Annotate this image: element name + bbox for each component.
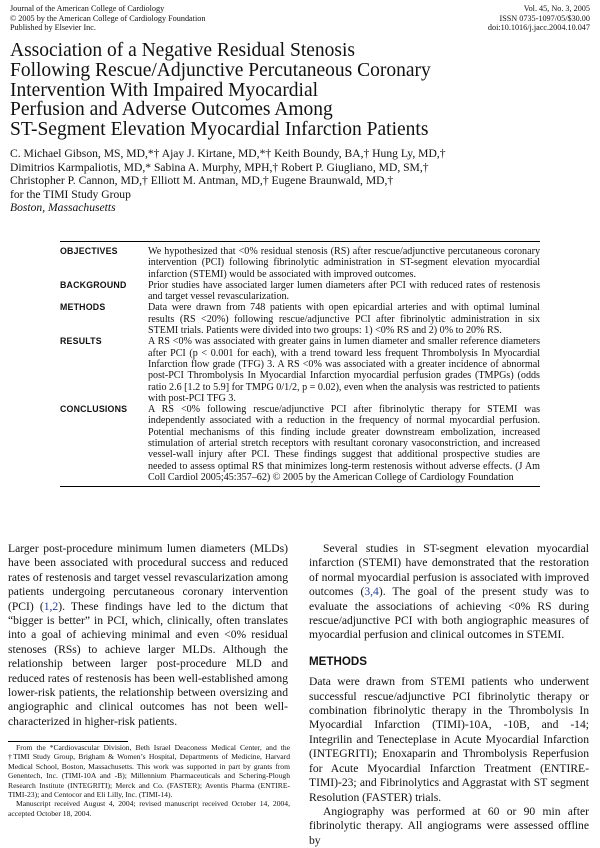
body-text: ). These findings have led to the dictum that “bigger is better” in PCI, which, clinically, often translates into a goal of achieving minimal and even <0% residual stenoses (RSs) to achieve larger MLDs. Although the relationship between larger post-procedure MLD and reduced rates of restenosis has been well-established among lower-risk patients, the relationship between oversizing and angiographic and clinical outcomes has not been well-characterized in higher-risk patients. (8, 599, 288, 728)
title-line: ST-Segment Elevation Myocardial Infarction Patients (10, 119, 429, 141)
abstract-text: A RS <0% was associated with greater gains in lumen diameter and smaller reference diameters after PCI (p < 0.001 for each), with a trend toward less frequent Thrombolysis In Myocardial Infarction flow grade (TFG) 3. A RS <0% was associated with a greater incidence of abnormal post-PCI Thrombolysis In Myocardial Infarction myocardial perfusion grades (TMPGs) (odds ratio 2.6 [1.2 to 5.9] for TMPG 0/1/2, p = 0.02), even when the analysis was restricted to patients with post-PCI TFG 3. (148, 336, 540, 404)
issn-line: ISSN 0735-1097/05/$30.00 (499, 13, 590, 23)
author-location: Boston, Massachusetts (10, 201, 116, 215)
body-paragraph: Angiography was performed at 60 or 90 min after fibrinolytic therapy. All angiograms were assessed offline by (309, 804, 589, 847)
journal-header-left (10, 4, 205, 33)
abstract-label: OBJECTIVES (60, 246, 118, 256)
abstract-label: RESULTS (60, 336, 102, 347)
doi-line: doi:10.1016/j.jacc.2004.10.047 (487, 23, 590, 33)
abstract-background (60, 280, 540, 303)
author-line: for the TIMI Study Group (10, 187, 131, 201)
body-paragraph (8, 542, 288, 729)
abstract-methods (60, 302, 540, 336)
title-line: Association of a Negative Residual Stenosis (10, 40, 355, 61)
citation-link[interactable]: 1,2 (43, 599, 59, 613)
footnote-rule (8, 741, 128, 742)
body-paragraph: Data were drawn from STEMI patients who underwent successful rescue/adjunctive PCI fibrinolytic therapy or combination fibrinolytic therapy in the Thrombolysis In Myocardial Infarction (TIMI)-10A, -10B, and -14; Integrilin and Tenecteplase in Acute Myocardial Infarction (INTEGRITI); Enoxaparin and Thrombolysis Reperfusion for Acute Myocardial Infarction Treatment (ENTIRE-TIMI)-23; and Fibrinolytics and Aggrastat with ST segment Resolution (FASTER) trials. (309, 675, 589, 804)
abstract-text: Prior studies have associated larger lumen diameters after PCI with reduced rates of restenosis and target vessel revascularization. (148, 279, 540, 303)
abstract-label: METHODS (60, 302, 106, 313)
affiliation-footnote: From the *Cardiovascular Division, Beth Israel Deaconess Medical Center, and the †TIMI Study Group, Brigham & Women’s Hospital, Departments of Medicine, Harvard Medical School, Boston, Massachusetts. This work was supported in part by grants from Genentech, Inc. (TIMI-10A and -B); Millennium Pharmaceuticals and Schering-Plough Research Institute (INTEGRITI); Merck and Co. (FASTER); Aventis Pharma (ENTIRE-TIMI-23); and Centocor and Eli Lilly, Inc. (TIMI-14). (8, 743, 290, 800)
abstract-text: We hypothesized that <0% residual stenosis (RS) after rescue/adjunctive percutaneous coronary intervention (PCI) following fibrinolytic administration in ST-segment elevation myocardial infarction (STEMI) would be associated with improved outcomes. (148, 246, 540, 280)
abstract-text: Data were drawn from 748 patients with open epicardial arteries and with optimal luminal results (RS <20%) following rescue/adjunctive PCI after fibrinolytic administration in six STEMI trials. Patients were divided into two groups: 1) <0% RS and 2) 0% to 20% RS. (148, 302, 540, 337)
volume-line: Vol. 45, No. 3, 2005 (523, 4, 590, 13)
journal-name: Journal of the American College of Cardiology (10, 4, 165, 13)
abstract-objectives (60, 246, 540, 280)
body-paragraph (309, 542, 589, 643)
manuscript-dates-footnote: Manuscript received August 4, 2004; revised manuscript received October 14, 2004, accepted October 18, 2004. (8, 799, 290, 818)
abstract-label: CONCLUSIONS (60, 404, 128, 415)
abstract-text: A RS <0% following rescue/adjunctive PCI after fibrinolytic therapy for STEMI was independently associated with a reduction in the frequency of normal myocardial perfusion. Potential mechanisms of this finding include greater downstream embolization, increased stimulation of arterial stretch receptors with resultant coronary vasoconstriction, and increased vessel-wall injury after PCI. These findings suggest that additional prospective studies are needed to assess optimal RS that minimizes long-term restenosis without adverse effects. (J Am Coll Cardiol 2005;45:357–62) © 2005 by the American College of Cardiology Foundation (148, 404, 540, 483)
title-line: Intervention With Impaired Myocardial (10, 79, 319, 101)
title-line: Following Rescue/Adjunctive Percutaneous Coronary (10, 59, 431, 81)
abstract-conclusions (60, 404, 540, 483)
body-text: ). The goal of the present study was to evaluate the associations of achieving <0% RS during rescue/adjunctive PCI with both angiographic measures of myocardial perfusion and clinical outcomes in STEMI. (309, 585, 589, 642)
body-text: Larger post-procedure minimum lumen diameters (MLDs) have been associated with procedural success and reduced rates of restenosis and target vessel revascularization among patients undergoing percutaneous coronary intervention (PCI) ( (8, 542, 288, 613)
citation-link[interactable]: 3,4 (364, 585, 379, 599)
footnotes (8, 743, 290, 818)
section-heading-methods: METHODS (309, 654, 367, 668)
body-text: Several studies in ST-segment elevation myocardial infarction (STEMI) have demonstrated that the restoration of normal myocardial perfusion is associated with improved outcomes ( (309, 542, 589, 599)
abstract-box (60, 241, 540, 487)
copyright-line: © 2005 by the American College of Cardiology Foundation (10, 13, 206, 23)
abstract-results (60, 336, 540, 404)
author-line: C. Michael Gibson, MS, MD,*† Ajay J. Kirtane, MD,*† Keith Boundy, BA,† Hung Ly, MD,† (10, 147, 446, 160)
author-line: Dimitrios Karmpaliotis, MD,* Sabina A. Murphy, MPH,† Robert P. Giugliano, MD, SM,† (10, 160, 429, 174)
article-title (10, 41, 590, 140)
author-line: Christopher P. Cannon, MD,† Elliott M. Antman, MD,† Eugene Braunwald, MD,† (10, 174, 394, 188)
publisher-line: Published by Elsevier Inc. (10, 23, 96, 33)
journal-header-right (488, 4, 590, 33)
body-column-right (309, 542, 589, 848)
body-column-left (8, 542, 288, 729)
abstract-label: BACKGROUND (60, 279, 127, 290)
author-block (10, 147, 595, 215)
title-line: Perfusion and Adverse Outcomes Among (10, 99, 333, 121)
